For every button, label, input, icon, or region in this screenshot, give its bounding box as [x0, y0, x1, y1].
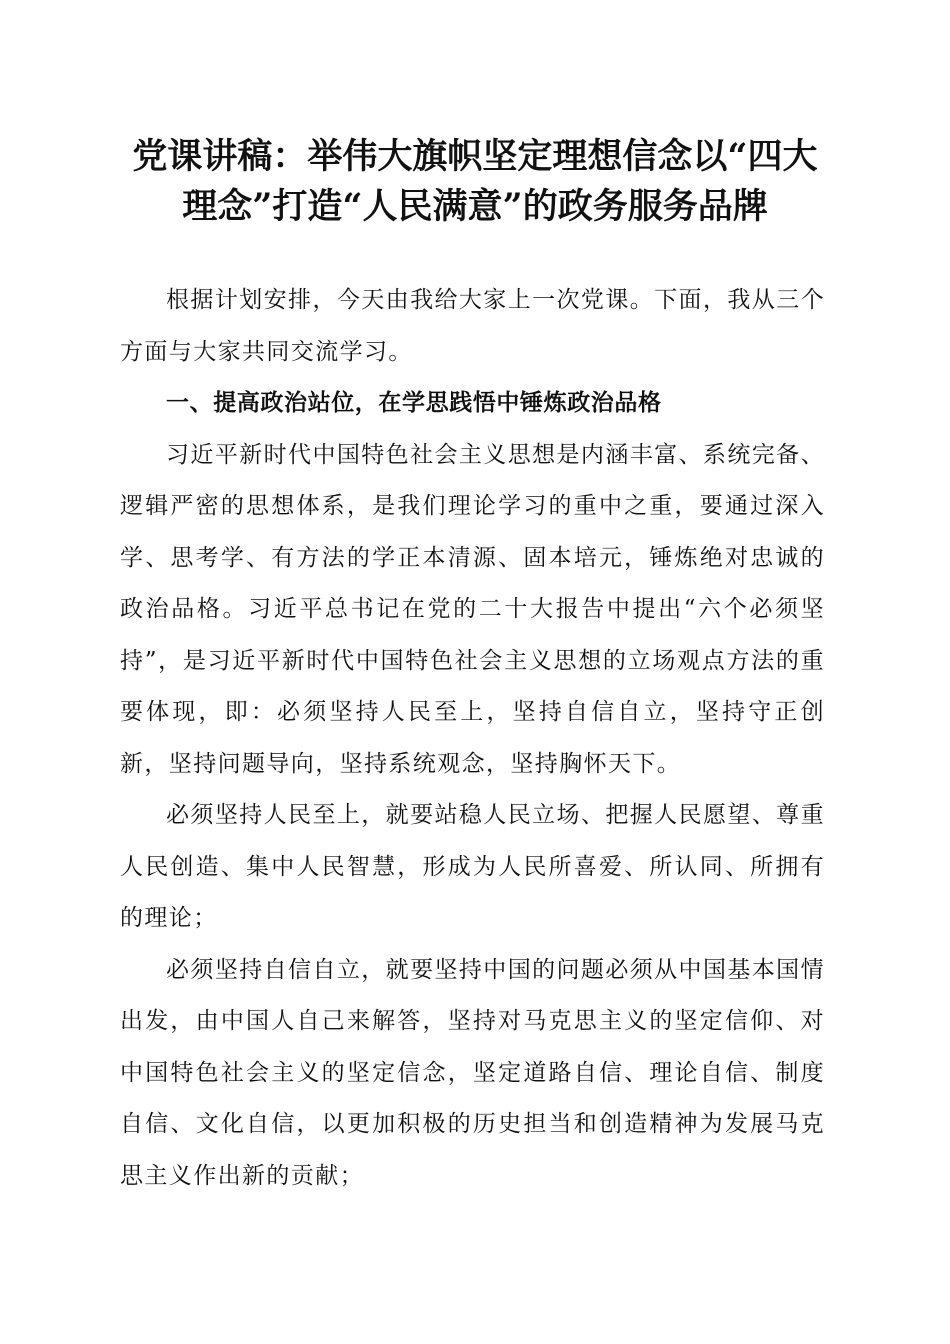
- document-body: [120, 275, 825, 1202]
- section-heading-1: 一、提高政治站位，在学思践悟中锤炼政治品格: [166, 390, 662, 416]
- body-paragraph: 必须坚持人民至上，就要站稳人民立场、把握人民愿望、尊重人民创造、集中人民智慧，形成为人民所喜爱、所认同、所拥有的理论；: [120, 802, 825, 931]
- document-title-line-1: 党课讲稿：举伟大旗帜坚定理想信念以“四大: [132, 136, 818, 177]
- document-title-line-2: 理念”打造“人民满意”的政务服务品牌: [182, 186, 768, 227]
- body-paragraph: 必须坚持自信自立，就要坚持中国的问题必须从中国基本国情出发，由中国人自己来解答，坚持对马克思主义的坚定信仰、对中国特色社会主义的坚定信念，坚定道路自信、理论自信、制度自信、文化自信，以更加积极的历史担当和创造精神为发展马克思主义作出新的贡献；: [120, 956, 825, 1189]
- intro-paragraph: 根据计划安排，今天由我给大家上一次党课。下面，我从三个方面与大家共同交流学习。: [120, 287, 825, 365]
- document-title: [110, 132, 840, 232]
- body-paragraph: 习近平新时代中国特色社会主义思想是内涵丰富、系统完备、逻辑严密的思想体系，是我们理论学习的重中之重，要通过深入学、思考学、有方法的学正本清源、固本培元，锤炼绝对忠诚的政治品格。习近平总书记在党的二十大报告中提出“六个必须坚持”，是习近平新时代中国特色社会主义思想的立场观点方法的重要体现，即：必须坚持人民至上，坚持自信自立，坚持守正创新，坚持问题导向，坚持系统观念，坚持胸怀天下。: [120, 441, 825, 777]
